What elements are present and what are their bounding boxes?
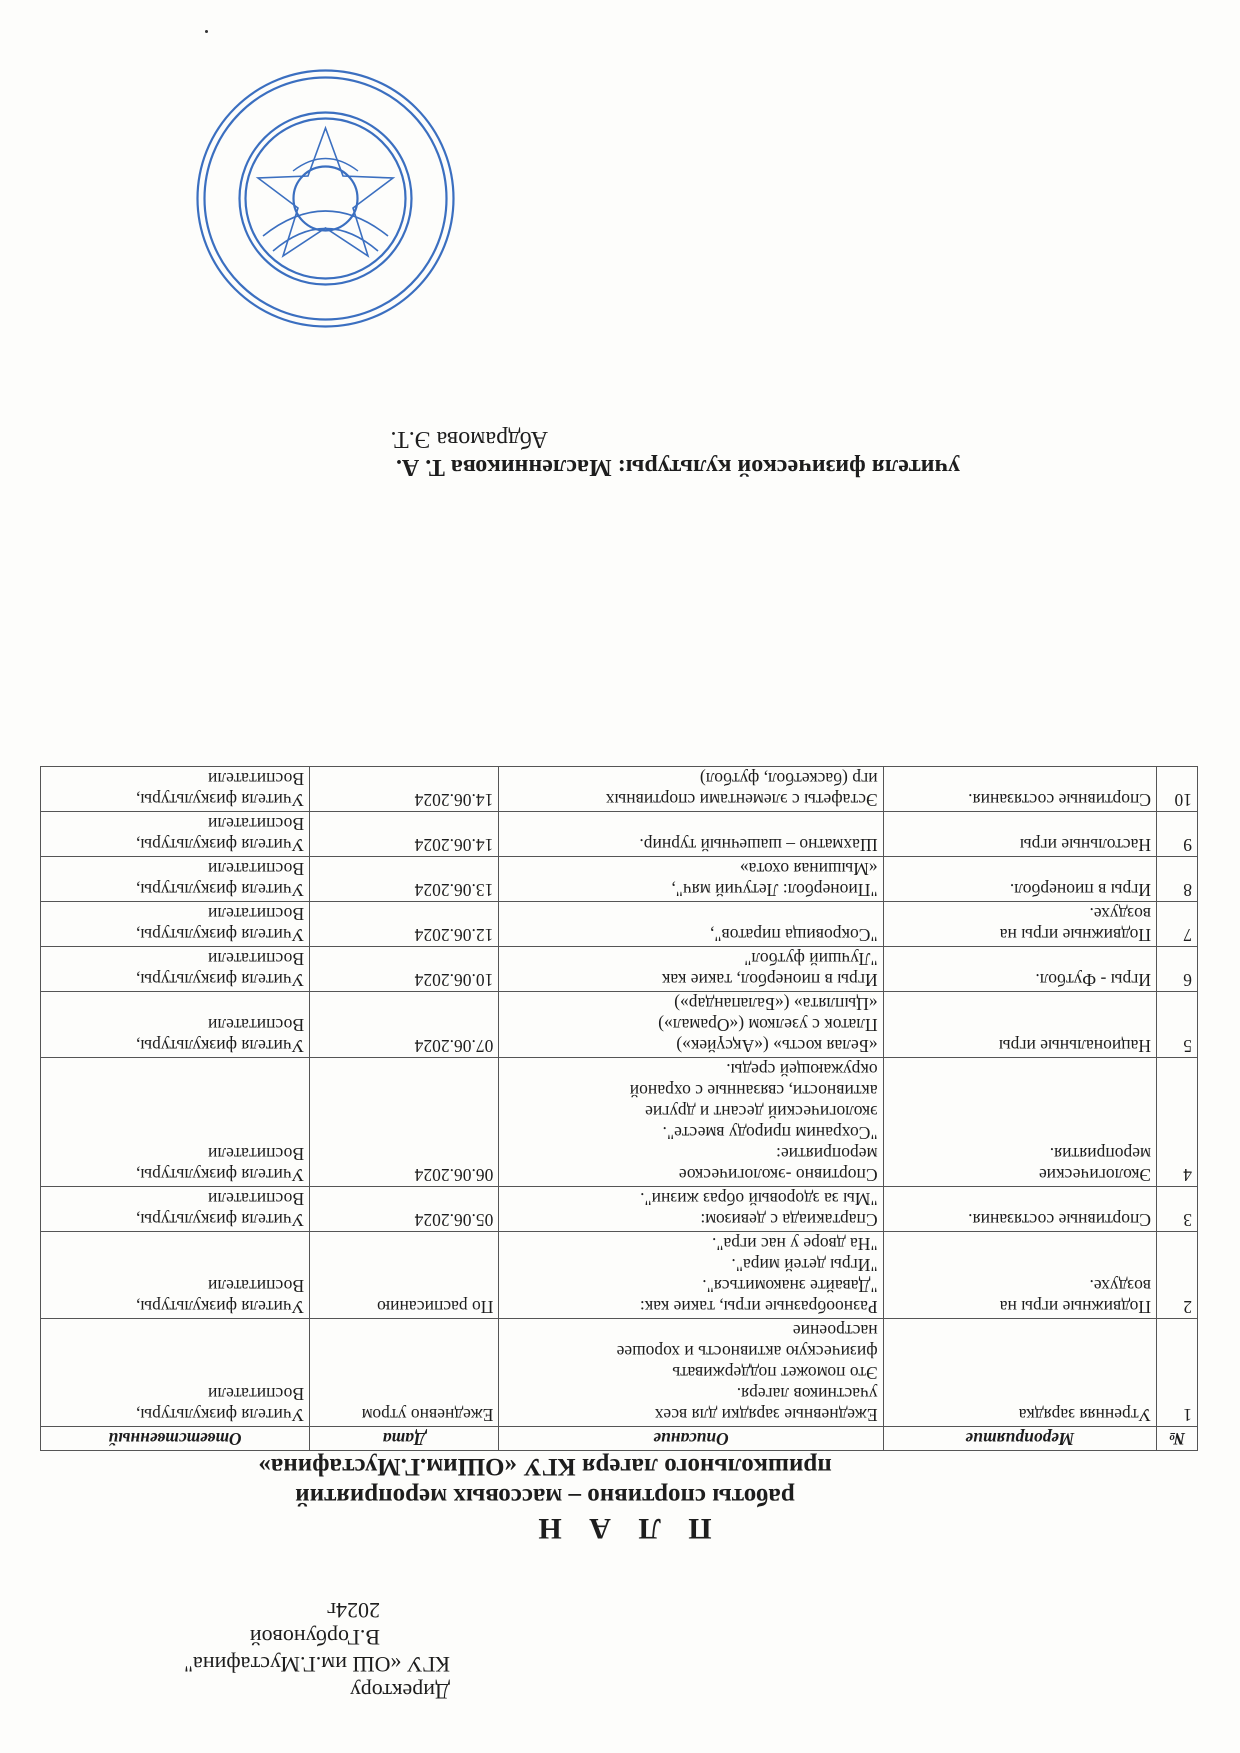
title-subtitle: работы спортивно – массовых мероприятий	[295, 1483, 795, 1510]
cell-responsible	[41, 1187, 310, 1232]
cell-description-line: активности, связанные с охраной	[629, 1081, 878, 1101]
cell-description	[499, 812, 883, 857]
cell-number: 8	[1157, 857, 1198, 902]
cell-number: 7	[1157, 902, 1198, 947]
cell-description-line: Спартакиада с девизом:	[700, 1210, 878, 1230]
cell-responsible-line: Воспитатели	[208, 949, 305, 969]
speck-mark	[205, 30, 208, 33]
cell-responsible-line: Воспитатели	[208, 814, 305, 834]
cell-description-line: "Сокровища пиратов",	[710, 925, 878, 945]
cell-description	[499, 857, 883, 902]
table-row	[41, 1187, 1198, 1232]
cell-event-line: воздухе.	[1089, 1276, 1152, 1296]
cell-event-line: Утренняя зарядка	[1018, 1405, 1152, 1425]
approval-line-addressee: Директору	[350, 1679, 450, 1704]
table-row	[41, 767, 1198, 812]
cell-responsible-line: Воспитатели	[208, 1276, 305, 1296]
table-row	[41, 902, 1198, 947]
cell-responsible	[41, 812, 310, 857]
cell-date: 14.06.2024	[310, 812, 499, 857]
cell-responsible-line: Воспитатели	[208, 769, 305, 789]
cell-number: 3	[1157, 1187, 1198, 1232]
approval-block	[70, 1597, 450, 1705]
cell-responsible-line: Учителя физкультуры,	[135, 1210, 305, 1230]
cell-event-line: Подвижные игры на	[999, 925, 1152, 945]
signature-block	[390, 425, 960, 481]
cell-responsible	[41, 902, 310, 947]
cell-date: 07.06.2024	[310, 992, 499, 1058]
cell-description-line: Разнообразные игры, такие как:	[639, 1297, 878, 1317]
header-event: Мероприятие	[883, 1427, 1156, 1451]
cell-responsible	[41, 767, 310, 812]
cell-description	[499, 1319, 883, 1427]
header-date: Дата	[310, 1427, 499, 1451]
cell-description-line: "Пионербол: Летучий мяч",	[671, 880, 878, 900]
cell-event-line: Экологические	[1038, 1165, 1152, 1185]
cell-event	[883, 1187, 1156, 1232]
table-row	[41, 1319, 1198, 1427]
cell-responsible-line: Учителя физкультуры,	[135, 1405, 305, 1425]
cell-description-line: экологический десант и другие	[645, 1102, 878, 1122]
cell-event	[883, 1058, 1156, 1187]
cell-event-line: Национальные игры	[998, 1036, 1152, 1056]
cell-responsible	[41, 1319, 310, 1427]
cell-number: 1	[1157, 1319, 1198, 1427]
cell-date: 12.06.2024	[310, 902, 499, 947]
cell-event	[883, 947, 1156, 992]
cell-event-line: Настольные игры	[1019, 835, 1152, 855]
cell-responsible-line: Воспитатели	[208, 1384, 305, 1404]
signature-teacher-2: Абдрамова Э.Т.	[390, 426, 548, 452]
cell-description	[499, 902, 883, 947]
approval-line-name: В.Горбуновой	[249, 1625, 380, 1650]
document-title	[0, 1451, 1240, 1545]
cell-description-line: Платок с узелком («Орамал»)	[658, 1015, 878, 1035]
cell-description	[499, 1058, 883, 1187]
cell-number: 5	[1157, 992, 1198, 1058]
cell-responsible-line: Учителя физкультуры,	[135, 1297, 305, 1317]
header-responsible: Ответственный	[41, 1427, 310, 1451]
cell-description-line: физическую активность и хорошее	[616, 1342, 878, 1362]
approval-line-year: 2024г	[326, 1598, 380, 1623]
cell-responsible-line: Воспитатели	[208, 1144, 305, 1164]
cell-description-line: "Лучший футбол"	[744, 949, 878, 969]
cell-description-line: "Игры детей мира".	[731, 1255, 878, 1275]
cell-event	[883, 902, 1156, 947]
table-header-row	[41, 1427, 1198, 1451]
cell-responsible-line: Воспитатели	[208, 859, 305, 879]
table-row	[41, 812, 1198, 857]
table-row	[41, 992, 1198, 1058]
cell-description-line: "На дворе у нас игра".	[711, 1234, 878, 1254]
table-row	[41, 947, 1198, 992]
cell-responsible-line: Учителя физкультуры,	[135, 880, 305, 900]
cell-responsible	[41, 947, 310, 992]
cell-description-line: игр (баскетбол, футбол)	[699, 769, 878, 789]
cell-event	[883, 1232, 1156, 1319]
cell-responsible-line: Учителя физкультуры,	[135, 835, 305, 855]
cell-date: По расписанию	[310, 1232, 499, 1319]
header-number: №	[1157, 1427, 1198, 1451]
cell-event-line: Игры в пионербол.	[1009, 880, 1152, 900]
cell-description-line: Спортивно -экологическое	[678, 1165, 878, 1185]
cell-event-line: Спортивные состязания.	[968, 790, 1152, 810]
cell-responsible-line: Учителя физкультуры,	[135, 1036, 305, 1056]
cell-description-line: Шахматно – шашечный турнир.	[639, 835, 878, 855]
cell-description-line: «Белая кость» («Ақсүйек»)	[676, 1036, 878, 1056]
cell-description-line: окружающей среды.	[726, 1060, 878, 1080]
cell-event-line: Спортивные состязания.	[968, 1210, 1152, 1230]
cell-description-line: Игры в пионербол, такие как	[661, 970, 878, 990]
title-camp: пришкольного лагеря КГУ «ОШим.Г.Мустафина»	[258, 1453, 832, 1480]
cell-date: 14.06.2024	[310, 767, 499, 812]
cell-date: 10.06.2024	[310, 947, 499, 992]
cell-description-line: Ежедневные зарядки для всех	[654, 1405, 878, 1425]
cell-description-line: Это поможет поддерживать	[672, 1363, 878, 1383]
cell-description-line: "Сохраним природу вместе".	[662, 1123, 878, 1143]
cell-responsible-line: Учителя физкультуры,	[135, 1165, 305, 1185]
cell-responsible	[41, 857, 310, 902]
events-table	[40, 766, 1198, 1451]
cell-event	[883, 857, 1156, 902]
cell-event	[883, 1319, 1156, 1427]
cell-date: 05.06.2024	[310, 1187, 499, 1232]
cell-responsible-line: Воспитатели	[208, 1189, 305, 1209]
cell-description	[499, 1187, 883, 1232]
cell-event-line: Игры - Футбол.	[1035, 970, 1152, 990]
cell-description-line: «Мышиная охота»	[739, 859, 878, 879]
signature-teacher-1: учителя физической культуры: Масленникова Т. А.	[395, 454, 960, 480]
cell-date: 13.06.2024	[310, 857, 499, 902]
cell-description-line: "Давайте знакомиться".	[702, 1276, 878, 1296]
cell-responsible-line: Учителя физкультуры,	[135, 790, 305, 810]
cell-number: 4	[1157, 1058, 1198, 1187]
cell-event	[883, 812, 1156, 857]
cell-description	[499, 992, 883, 1058]
cell-event-line: Подвижные игры на	[999, 1297, 1152, 1317]
cell-number: 9	[1157, 812, 1198, 857]
title-plan: П Л А Н	[528, 1512, 712, 1545]
cell-date: Ежедневно утром	[310, 1319, 499, 1427]
cell-description	[499, 767, 883, 812]
approval-line-school: КГУ «ОШ им.Г.Мустафина"	[184, 1652, 450, 1677]
cell-responsible-line: Воспитатели	[208, 904, 305, 924]
cell-event	[883, 767, 1156, 812]
table-row	[41, 1232, 1198, 1319]
table-row	[41, 857, 1198, 902]
cell-description-line: мероприятие:	[776, 1144, 878, 1164]
header-description: Описание	[499, 1427, 883, 1451]
cell-description-line: «Цыплята» («Балапандар»)	[674, 994, 878, 1014]
cell-event-line: воздухе.	[1089, 904, 1152, 924]
cell-number: 2	[1157, 1232, 1198, 1319]
cell-responsible-line: Учителя физкультуры,	[135, 925, 305, 945]
cell-event-line: мероприятия.	[1049, 1144, 1152, 1164]
cell-description-line: участников лагеря.	[736, 1384, 878, 1404]
cell-description-line: "Мы за здоровый образ жизни".	[640, 1189, 878, 1209]
cell-event	[883, 992, 1156, 1058]
table-row	[41, 1058, 1198, 1187]
cell-date: 06.06.2024	[310, 1058, 499, 1187]
cell-responsible-line: Воспитатели	[208, 1015, 305, 1035]
cell-number: 6	[1157, 947, 1198, 992]
cell-responsible-line: Учителя физкультуры,	[135, 970, 305, 990]
cell-number: 10	[1157, 767, 1198, 812]
cell-responsible	[41, 1058, 310, 1187]
cell-description-line: настроение	[792, 1321, 878, 1341]
cell-description	[499, 947, 883, 992]
cell-responsible	[41, 992, 310, 1058]
cell-responsible	[41, 1232, 310, 1319]
school-seal-icon	[193, 66, 458, 331]
cell-description	[499, 1232, 883, 1319]
cell-description-line: Эстафеты с элементами спортивных	[605, 790, 878, 810]
